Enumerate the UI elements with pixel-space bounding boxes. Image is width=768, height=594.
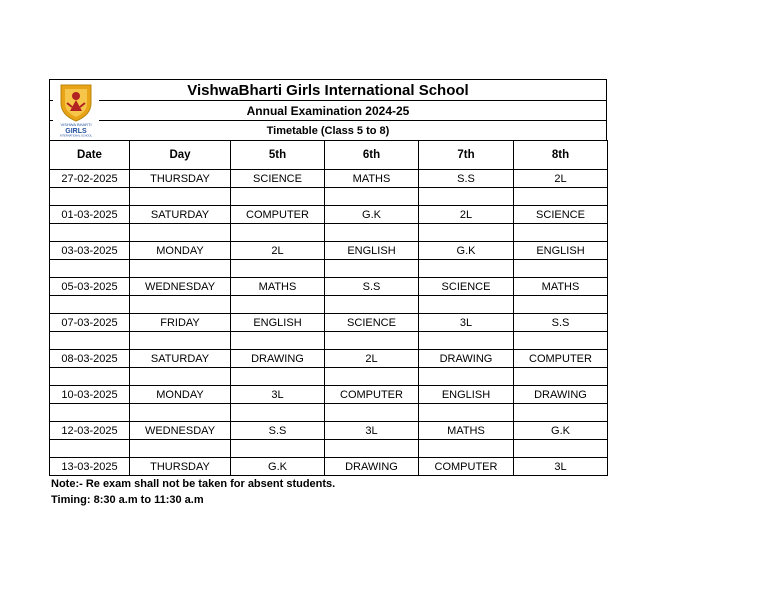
table-cell: MATHS	[514, 278, 608, 296]
spacer-row	[50, 332, 608, 350]
empty-cell	[514, 224, 608, 242]
table-cell: MONDAY	[130, 386, 231, 404]
table-cell: DRAWING	[514, 386, 608, 404]
empty-cell	[514, 260, 608, 278]
table-cell: S.S	[419, 170, 514, 188]
table-cell: 07-03-2025	[50, 314, 130, 332]
empty-cell	[419, 224, 514, 242]
table-cell: ENGLISH	[514, 242, 608, 260]
exam-title: Annual Examination 2024-25	[49, 100, 607, 120]
empty-cell	[231, 404, 325, 422]
empty-cell	[50, 440, 130, 458]
timetable-sheet	[49, 79, 607, 476]
school-crest-icon	[53, 81, 99, 137]
table-cell: SATURDAY	[130, 350, 231, 368]
table-cell: MONDAY	[130, 242, 231, 260]
empty-cell	[419, 296, 514, 314]
table-cell: ENGLISH	[231, 314, 325, 332]
table-row	[50, 278, 608, 296]
table-cell: SCIENCE	[325, 314, 419, 332]
logo-text-top: VISHWA BHARTI	[60, 122, 92, 127]
table-cell: WEDNESDAY	[130, 422, 231, 440]
table-row	[50, 458, 608, 476]
table-cell: 01-03-2025	[50, 206, 130, 224]
empty-cell	[50, 260, 130, 278]
empty-cell	[50, 296, 130, 314]
table-cell: G.K	[231, 458, 325, 476]
empty-cell	[419, 260, 514, 278]
table-cell: 05-03-2025	[50, 278, 130, 296]
empty-cell	[50, 404, 130, 422]
table-cell: COMPUTER	[419, 458, 514, 476]
empty-cell	[419, 188, 514, 206]
spacer-row	[50, 440, 608, 458]
table-cell: 3L	[325, 422, 419, 440]
table-row	[50, 170, 608, 188]
table-cell: 2L	[325, 350, 419, 368]
empty-cell	[231, 368, 325, 386]
empty-cell	[231, 260, 325, 278]
empty-cell	[514, 440, 608, 458]
table-row	[50, 206, 608, 224]
empty-cell	[419, 404, 514, 422]
empty-cell	[231, 332, 325, 350]
table-cell: MATHS	[231, 278, 325, 296]
table-cell: SCIENCE	[231, 170, 325, 188]
spacer-row	[50, 404, 608, 422]
table-cell: 2L	[419, 206, 514, 224]
table-cell: 3L	[231, 386, 325, 404]
table-cell: 3L	[514, 458, 608, 476]
table-row	[50, 386, 608, 404]
empty-cell	[514, 368, 608, 386]
table-row	[50, 422, 608, 440]
table-cell: MATHS	[419, 422, 514, 440]
empty-cell	[50, 188, 130, 206]
column-header: 8th	[514, 141, 608, 170]
column-header: 5th	[231, 141, 325, 170]
empty-cell	[514, 404, 608, 422]
empty-cell	[325, 224, 419, 242]
table-cell: SCIENCE	[514, 206, 608, 224]
table-cell: 10-03-2025	[50, 386, 130, 404]
table-cell: G.K	[514, 422, 608, 440]
table-row	[50, 314, 608, 332]
empty-cell	[419, 368, 514, 386]
table-cell: SATURDAY	[130, 206, 231, 224]
logo-text-main: GIRLS	[65, 128, 87, 135]
column-header: 7th	[419, 141, 514, 170]
table-cell: DRAWING	[231, 350, 325, 368]
empty-cell	[325, 440, 419, 458]
column-header: Date	[50, 141, 130, 170]
empty-cell	[130, 296, 231, 314]
table-cell: ENGLISH	[419, 386, 514, 404]
table-body	[50, 170, 608, 476]
empty-cell	[231, 224, 325, 242]
table-cell: S.S	[231, 422, 325, 440]
empty-cell	[130, 332, 231, 350]
empty-cell	[130, 368, 231, 386]
empty-cell	[325, 368, 419, 386]
logo-text-sub: INTERNATIONAL SCHOOL	[59, 134, 93, 137]
empty-cell	[50, 368, 130, 386]
table-cell: COMPUTER	[231, 206, 325, 224]
table-cell: 27-02-2025	[50, 170, 130, 188]
table-cell: 08-03-2025	[50, 350, 130, 368]
absent-note: Note:- Re exam shall not be taken for absent students.	[51, 478, 336, 490]
table-cell: G.K	[325, 206, 419, 224]
empty-cell	[325, 404, 419, 422]
empty-cell	[130, 440, 231, 458]
column-header: Day	[130, 141, 231, 170]
table-cell: THURSDAY	[130, 458, 231, 476]
empty-cell	[419, 440, 514, 458]
table-cell: FRIDAY	[130, 314, 231, 332]
empty-cell	[130, 224, 231, 242]
empty-cell	[325, 260, 419, 278]
column-header: 6th	[325, 141, 419, 170]
empty-cell	[325, 188, 419, 206]
empty-cell	[231, 188, 325, 206]
table-cell: 03-03-2025	[50, 242, 130, 260]
table-cell: S.S	[325, 278, 419, 296]
empty-cell	[50, 332, 130, 350]
table-row	[50, 350, 608, 368]
empty-cell	[514, 332, 608, 350]
empty-cell	[514, 188, 608, 206]
table-cell: MATHS	[325, 170, 419, 188]
spacer-row	[50, 188, 608, 206]
table-header-row	[50, 141, 608, 170]
table-cell: COMPUTER	[325, 386, 419, 404]
table-cell: 3L	[419, 314, 514, 332]
empty-cell	[50, 224, 130, 242]
table-row	[50, 242, 608, 260]
spacer-row	[50, 296, 608, 314]
table-cell: G.K	[419, 242, 514, 260]
empty-cell	[130, 260, 231, 278]
table-cell: THURSDAY	[130, 170, 231, 188]
empty-cell	[130, 188, 231, 206]
empty-cell	[231, 296, 325, 314]
school-name: VishwaBharti Girls International School	[49, 79, 607, 100]
empty-cell	[325, 332, 419, 350]
table-cell: 2L	[231, 242, 325, 260]
empty-cell	[419, 332, 514, 350]
empty-cell	[130, 404, 231, 422]
spacer-row	[50, 260, 608, 278]
timetable-subtitle: Timetable (Class 5 to 8)	[49, 120, 607, 140]
timing-note: Timing: 8:30 a.m to 11:30 a.m	[51, 494, 204, 506]
table-cell: 2L	[514, 170, 608, 188]
spacer-row	[50, 368, 608, 386]
table-cell: ENGLISH	[325, 242, 419, 260]
exam-timetable	[49, 140, 608, 476]
table-cell: 12-03-2025	[50, 422, 130, 440]
empty-cell	[231, 440, 325, 458]
table-cell: COMPUTER	[514, 350, 608, 368]
empty-cell	[514, 296, 608, 314]
table-cell: DRAWING	[419, 350, 514, 368]
table-cell: SCIENCE	[419, 278, 514, 296]
table-cell: DRAWING	[325, 458, 419, 476]
table-cell: WEDNESDAY	[130, 278, 231, 296]
table-cell: 13-03-2025	[50, 458, 130, 476]
school-logo	[53, 81, 99, 137]
empty-cell	[325, 296, 419, 314]
spacer-row	[50, 224, 608, 242]
table-cell: S.S	[514, 314, 608, 332]
